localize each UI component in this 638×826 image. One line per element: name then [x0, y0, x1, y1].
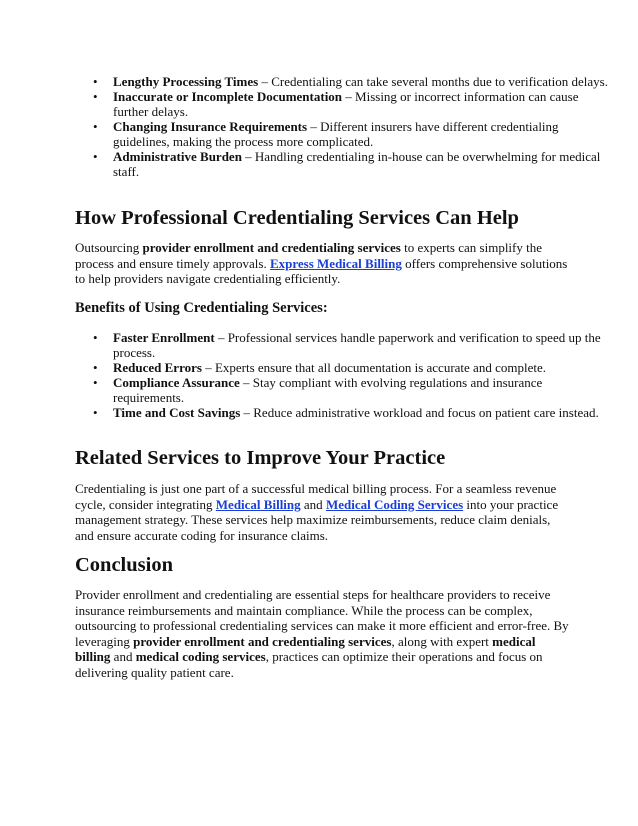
list-item-term: Faster Enrollment: [113, 330, 215, 345]
benefits-list: [75, 330, 613, 420]
text: Provider enrollment and credentialing are essential steps for healthcare providers to receive insurance reimbursements and maintain compliance. While the process can be complex, outsourcing to professional credentialing services can make it more efficient and error-free. By leveraging: [75, 587, 569, 649]
list-item-term: Inaccurate or Incomplete Documentation: [113, 89, 343, 104]
list-item-desc: – Credentialing can take several months due to verification delays.: [258, 74, 608, 89]
subheading-benefits: Benefits of Using Credentialing Services:: [75, 300, 328, 316]
text: , practices can optimize their operations and focus on delivering quality patient care.: [75, 649, 543, 680]
text: and: [110, 649, 136, 664]
list-item: [113, 119, 613, 149]
challenges-list: [75, 74, 613, 179]
list-item-term: Changing Insurance Requirements: [113, 119, 308, 134]
list-item-desc: – Professional services handle paperwork and verification to speed up the process.: [113, 330, 601, 360]
list-item: [113, 360, 613, 375]
medical-billing-link[interactable]: Medical Billing: [215, 496, 301, 512]
list-item-desc: – Stay compliant with evolving regulations and insurance requirements.: [113, 375, 543, 405]
text: to experts can simplify the process and ensure timely approvals.: [75, 240, 543, 271]
bold-text: provider enrollment and credentialing services: [133, 633, 392, 649]
list-item: [113, 89, 613, 119]
paragraph-related: [75, 481, 570, 543]
text: offers comprehensive solutions to help providers navigate credentialing efficiently.: [75, 255, 568, 286]
list-item: [113, 330, 613, 360]
list-item-term: Time and Cost Savings: [113, 405, 241, 420]
paragraph-professional: [75, 240, 570, 287]
list-item-desc: – Reduce administrative workload and focus on patient care instead.: [240, 405, 599, 420]
list-item-desc: – Experts ensure that all documentation is accurate and complete.: [201, 360, 546, 375]
text: and: [300, 496, 326, 512]
list-item-term: Administrative Burden: [113, 149, 242, 164]
text: into your practice management strategy. These services help maximize reimbursements, reduce claim denials, and ensure accurate coding for insurance claims.: [75, 496, 559, 543]
bold-text: provider enrollment and credentialing services: [142, 240, 401, 255]
list-item: [113, 149, 613, 179]
paragraph-conclusion: [75, 587, 570, 680]
text: Credentialing is just one part of a successful medical billing process. For a seamless revenue cycle, consider integrating: [75, 481, 557, 512]
list-item: [113, 375, 613, 405]
list-item-desc: – Handling credentialing in-house can be overwhelming for medical staff.: [113, 149, 601, 179]
section-heading-conclusion: Conclusion: [75, 554, 173, 576]
bold-text: medical billing: [75, 633, 536, 664]
section-heading-related: Related Services to Improve Your Practice: [75, 447, 446, 469]
list-item-desc: – Different insurers have different credentialing guidelines, making the process more complicated.: [113, 119, 559, 149]
list-item-term: Compliance Assurance: [113, 375, 240, 390]
section-heading-professional: How Professional Credentialing Services Can Help: [75, 207, 519, 229]
medical-coding-services-link[interactable]: Medical Coding Services: [325, 496, 464, 512]
list-item: [113, 405, 613, 420]
text: , along with expert: [391, 633, 493, 649]
bold-text: medical coding services: [135, 649, 266, 664]
express-medical-billing-link[interactable]: Express Medical Billing: [269, 255, 402, 271]
list-item-term: Reduced Errors: [113, 360, 202, 375]
list-item-term: Lengthy Processing Times: [113, 74, 259, 89]
text: Outsourcing: [75, 240, 143, 255]
list-item-desc: – Missing or incorrect information can cause further delays.: [113, 89, 579, 119]
list-item: [113, 74, 613, 89]
